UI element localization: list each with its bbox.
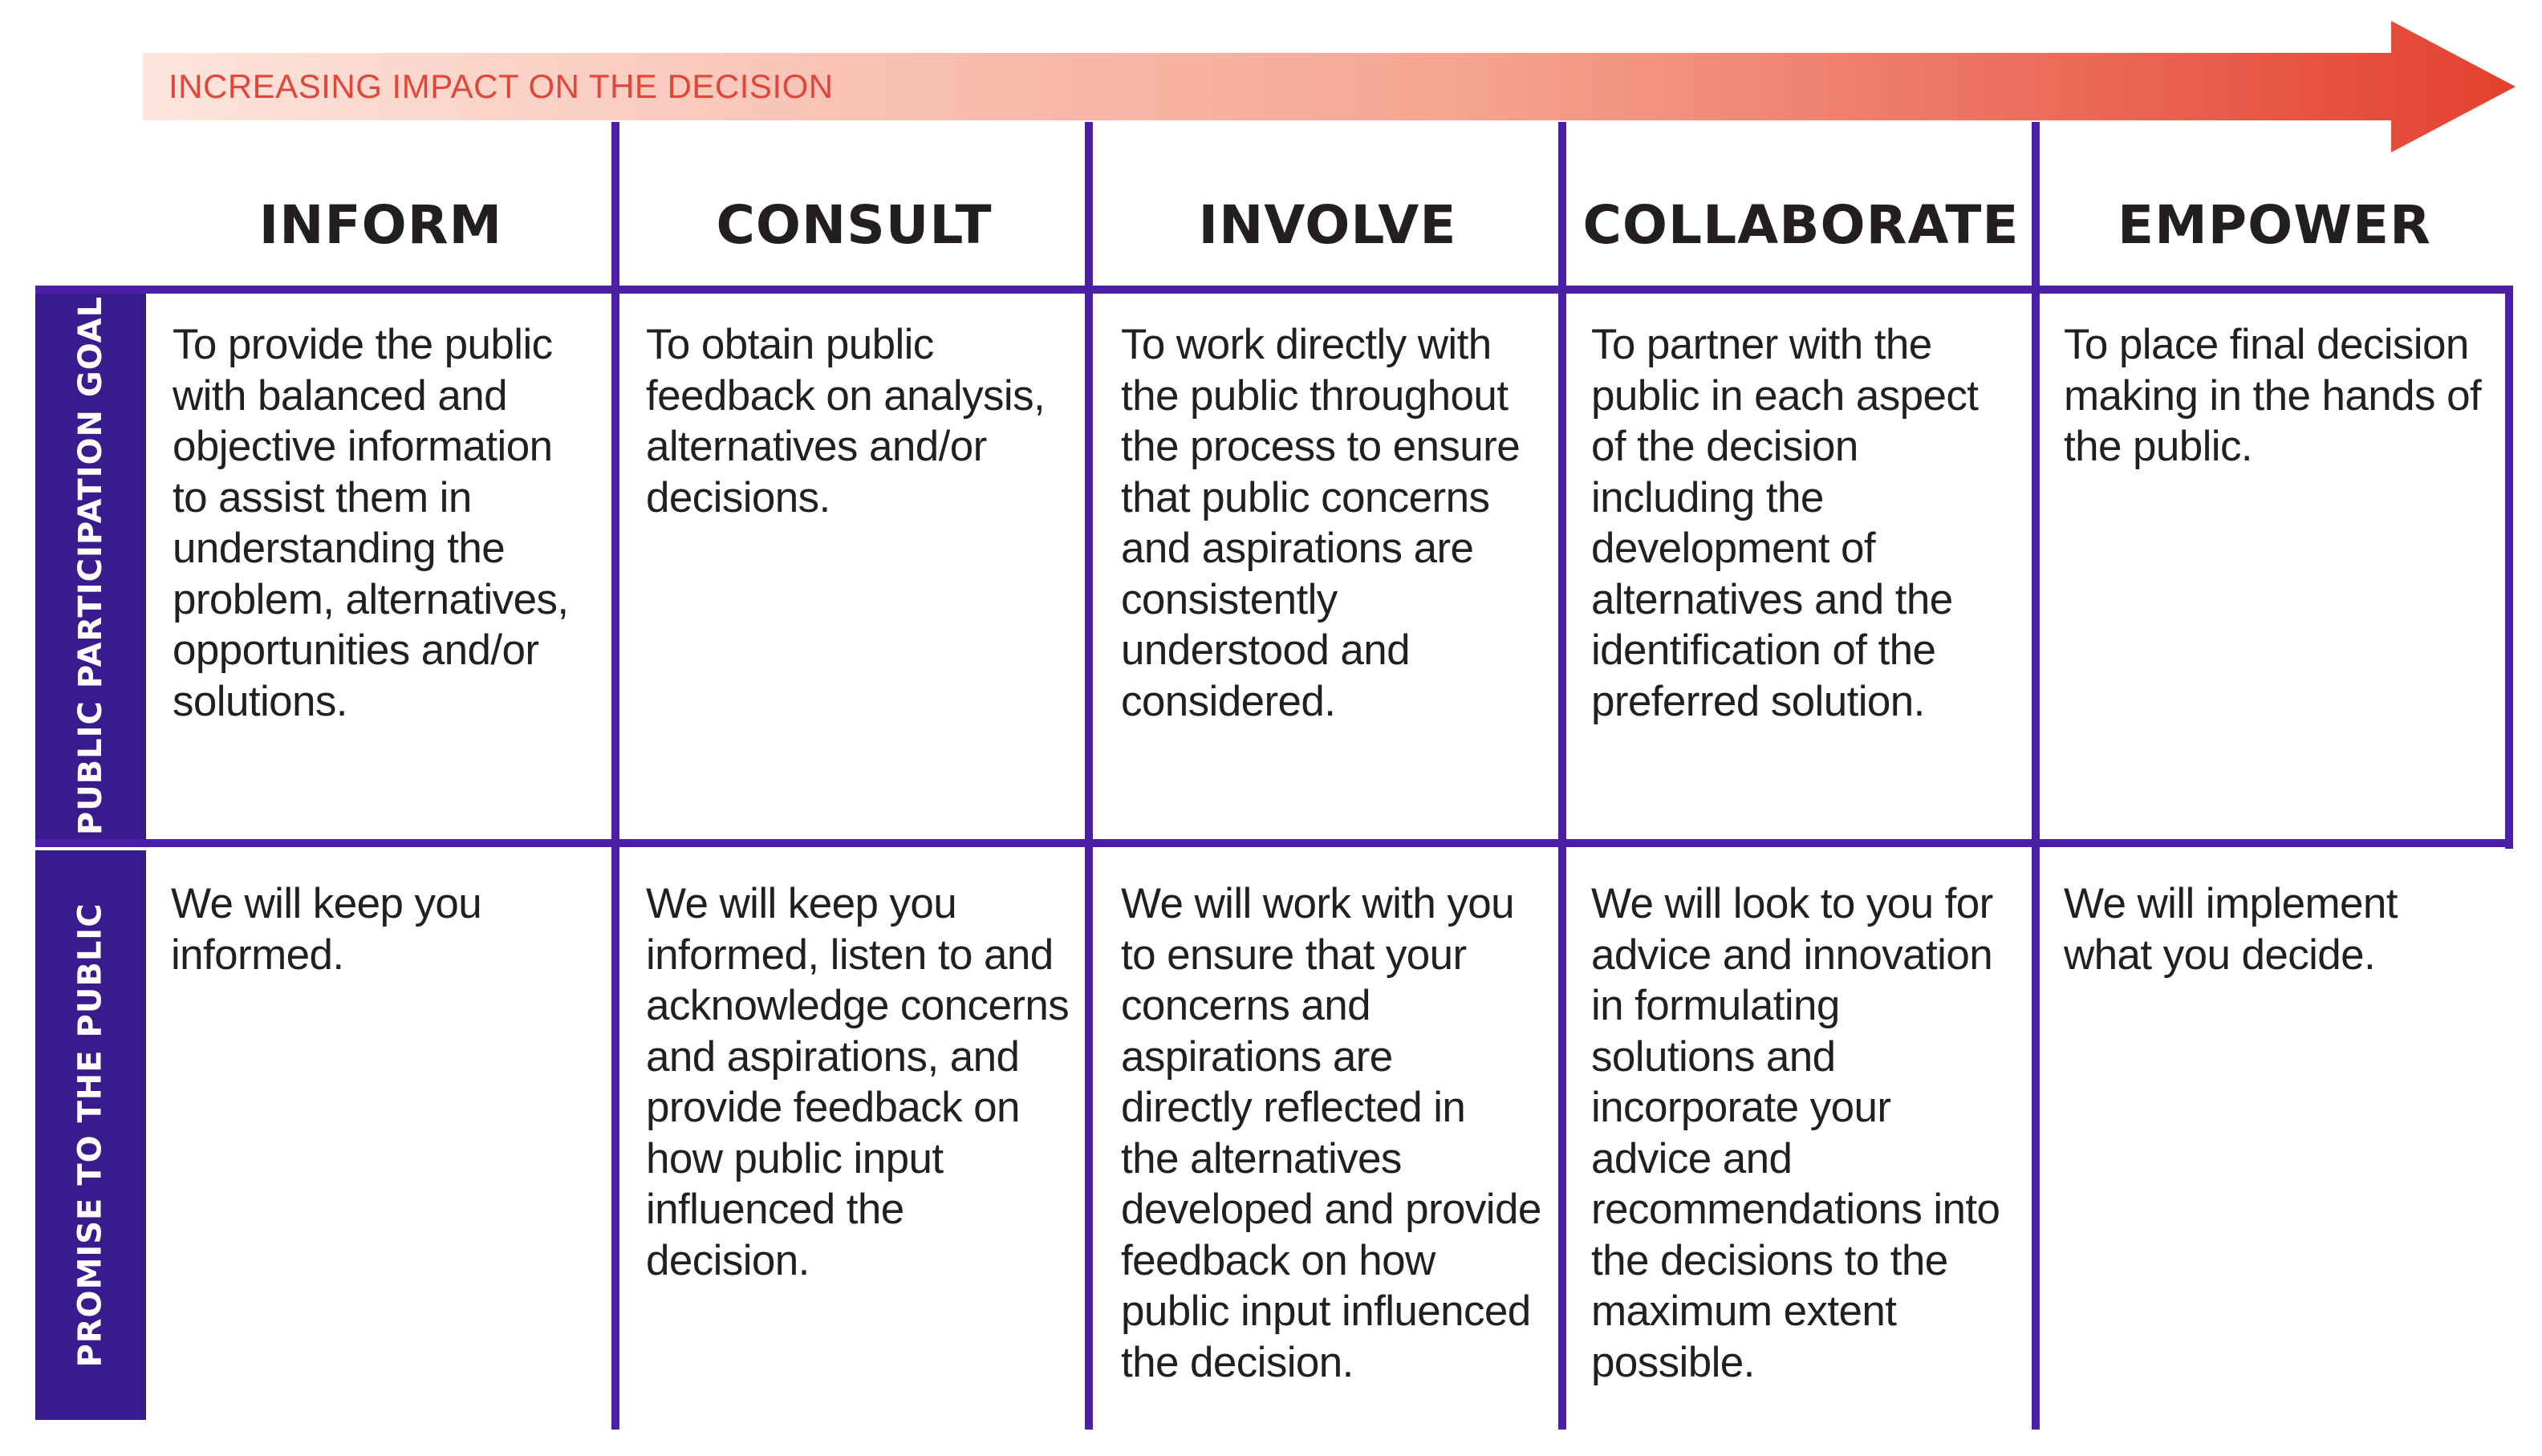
cell-text-line: understanding the [173,525,506,572]
cell-text-line: We will keep you [646,880,957,927]
cell-text-line: To provide the public [173,321,553,368]
row-label-public-participation-goal [35,289,146,842]
cell-text-line: We will implement [2064,880,2398,927]
cell-text-line: feedback on how [1121,1236,1435,1284]
promise-cell-consult [646,878,1069,1286]
cell-text-line: directly reflected in [1121,1084,1466,1131]
cell-text-line: public input influenced [1121,1288,1531,1335]
cell-text-line: identification of the [1591,627,1936,674]
cell-text-line: objective information [173,423,553,470]
cell-text-line: alternatives and the [1591,575,1953,623]
cell-text-line: To partner with the [1591,321,1932,368]
column-header-empower: EMPOWER [2118,193,2431,256]
cell-text-line: influenced the [646,1186,904,1233]
cell-text-line: including the [1591,473,1824,521]
cell-text-line: public in each aspect [1591,371,1979,420]
promise-cell-collaborate [1591,878,2000,1388]
goal-cell-involve [1121,319,1520,727]
cell-text-line: To place final decision [2064,321,2469,368]
cell-text-line: the decision. [1121,1338,1354,1386]
cell-text-line: decisions. [646,473,830,521]
cell-text-line: provide feedback on [646,1084,1020,1131]
cell-text-line: We will work with you [1121,880,1515,927]
cell-text-line: acknowledge concerns [646,982,1070,1029]
column-header-collaborate: COLLABORATE [1582,193,2020,256]
cell-text-line: To obtain public [646,321,934,368]
promise-cell-inform [171,878,481,980]
cell-text-line: informed, listen to and [646,931,1054,979]
cell-text-line: aspirations are [1121,1032,1393,1081]
cell-text-line: the public. [2064,423,2253,470]
column-header-consult: CONSULT [716,193,993,256]
cell-text-line: concerns and [1121,982,1371,1029]
grid-row-divider [35,839,2513,847]
cell-text-line: incorporate your [1591,1084,1891,1131]
grid-border-right [2505,287,2513,849]
cell-text-line: of the decision [1591,423,1858,470]
cell-text-line: the process to ensure [1121,423,1521,470]
cell-text-line: recommendations into [1591,1186,2000,1233]
cell-text-line: To work directly with [1121,321,1492,368]
row-label-promise-to-the-public [35,850,146,1420]
promise-cell-involve [1121,878,1541,1388]
cell-text-line: development of [1591,525,1876,572]
cell-text-line: solutions. [173,677,347,725]
cell-text-line: how public input [646,1134,944,1182]
cell-text-line: decision. [646,1236,810,1284]
row-label-goal-text: PUBLIC PARTICIPATION GOAL [72,295,110,836]
arrow-label: INCREASING IMPACT ON THE DECISION [169,67,834,105]
goal-cell-consult [646,319,1045,523]
cell-text-line: possible. [1591,1338,1755,1386]
cell-text-line: the decisions to the [1591,1236,1948,1284]
cell-text-line: in formulating [1591,982,1840,1029]
cell-text-line: the public throughout [1121,371,1509,420]
cell-text-line: to ensure that your [1121,931,1467,979]
cell-text-line: and aspirations, and [646,1032,1020,1081]
cell-text-line: solutions and [1591,1032,1836,1081]
cell-text-line: maximum extent [1591,1288,1897,1335]
grid-border-top [35,286,2513,294]
cell-text-line: alternatives and/or [646,423,987,470]
grid-divider [1085,122,1093,1430]
cell-text-line: We will look to you for [1591,880,1993,927]
grid-divider [2032,122,2040,1430]
column-header-involve: INVOLVE [1198,193,1457,256]
goal-cell-inform [173,319,568,727]
cell-text-line: the alternatives [1121,1134,1402,1182]
cell-text-line: making in the hands of [2064,371,2482,420]
cell-text-line: feedback on analysis, [646,371,1046,420]
cell-text-line: considered. [1121,677,1336,725]
cell-text-line: understood and [1121,627,1410,674]
grid-divider [611,122,619,1430]
cell-text-line: what you decide. [2064,931,2376,979]
cell-text-line: with balanced and [173,371,508,420]
cell-text-line: developed and provide [1121,1186,1541,1233]
grid-divider [1558,122,1566,1430]
cell-text-line: that public concerns [1121,473,1490,521]
promise-cell-empower [2064,878,2398,980]
cell-text-line: advice and [1591,1134,1793,1182]
row-label-promise-text: PROMISE TO THE PUBLIC [72,902,110,1368]
cell-text-line: consistently [1121,575,1338,623]
column-header-inform: INFORM [258,193,503,256]
cell-text-line: informed. [171,931,344,979]
goal-cell-empower [2064,319,2481,472]
cell-text-line: to assist them in [173,473,472,521]
cell-text-line: We will keep you [171,880,482,927]
cell-text-line: preferred solution. [1591,677,1925,725]
cell-text-line: advice and innovation [1591,931,1993,979]
cell-text-line: and aspirations are [1121,525,1474,572]
goal-cell-collaborate [1591,319,1978,727]
cell-text-line: problem, alternatives, [173,575,569,623]
cell-text-line: opportunities and/or [173,627,539,674]
